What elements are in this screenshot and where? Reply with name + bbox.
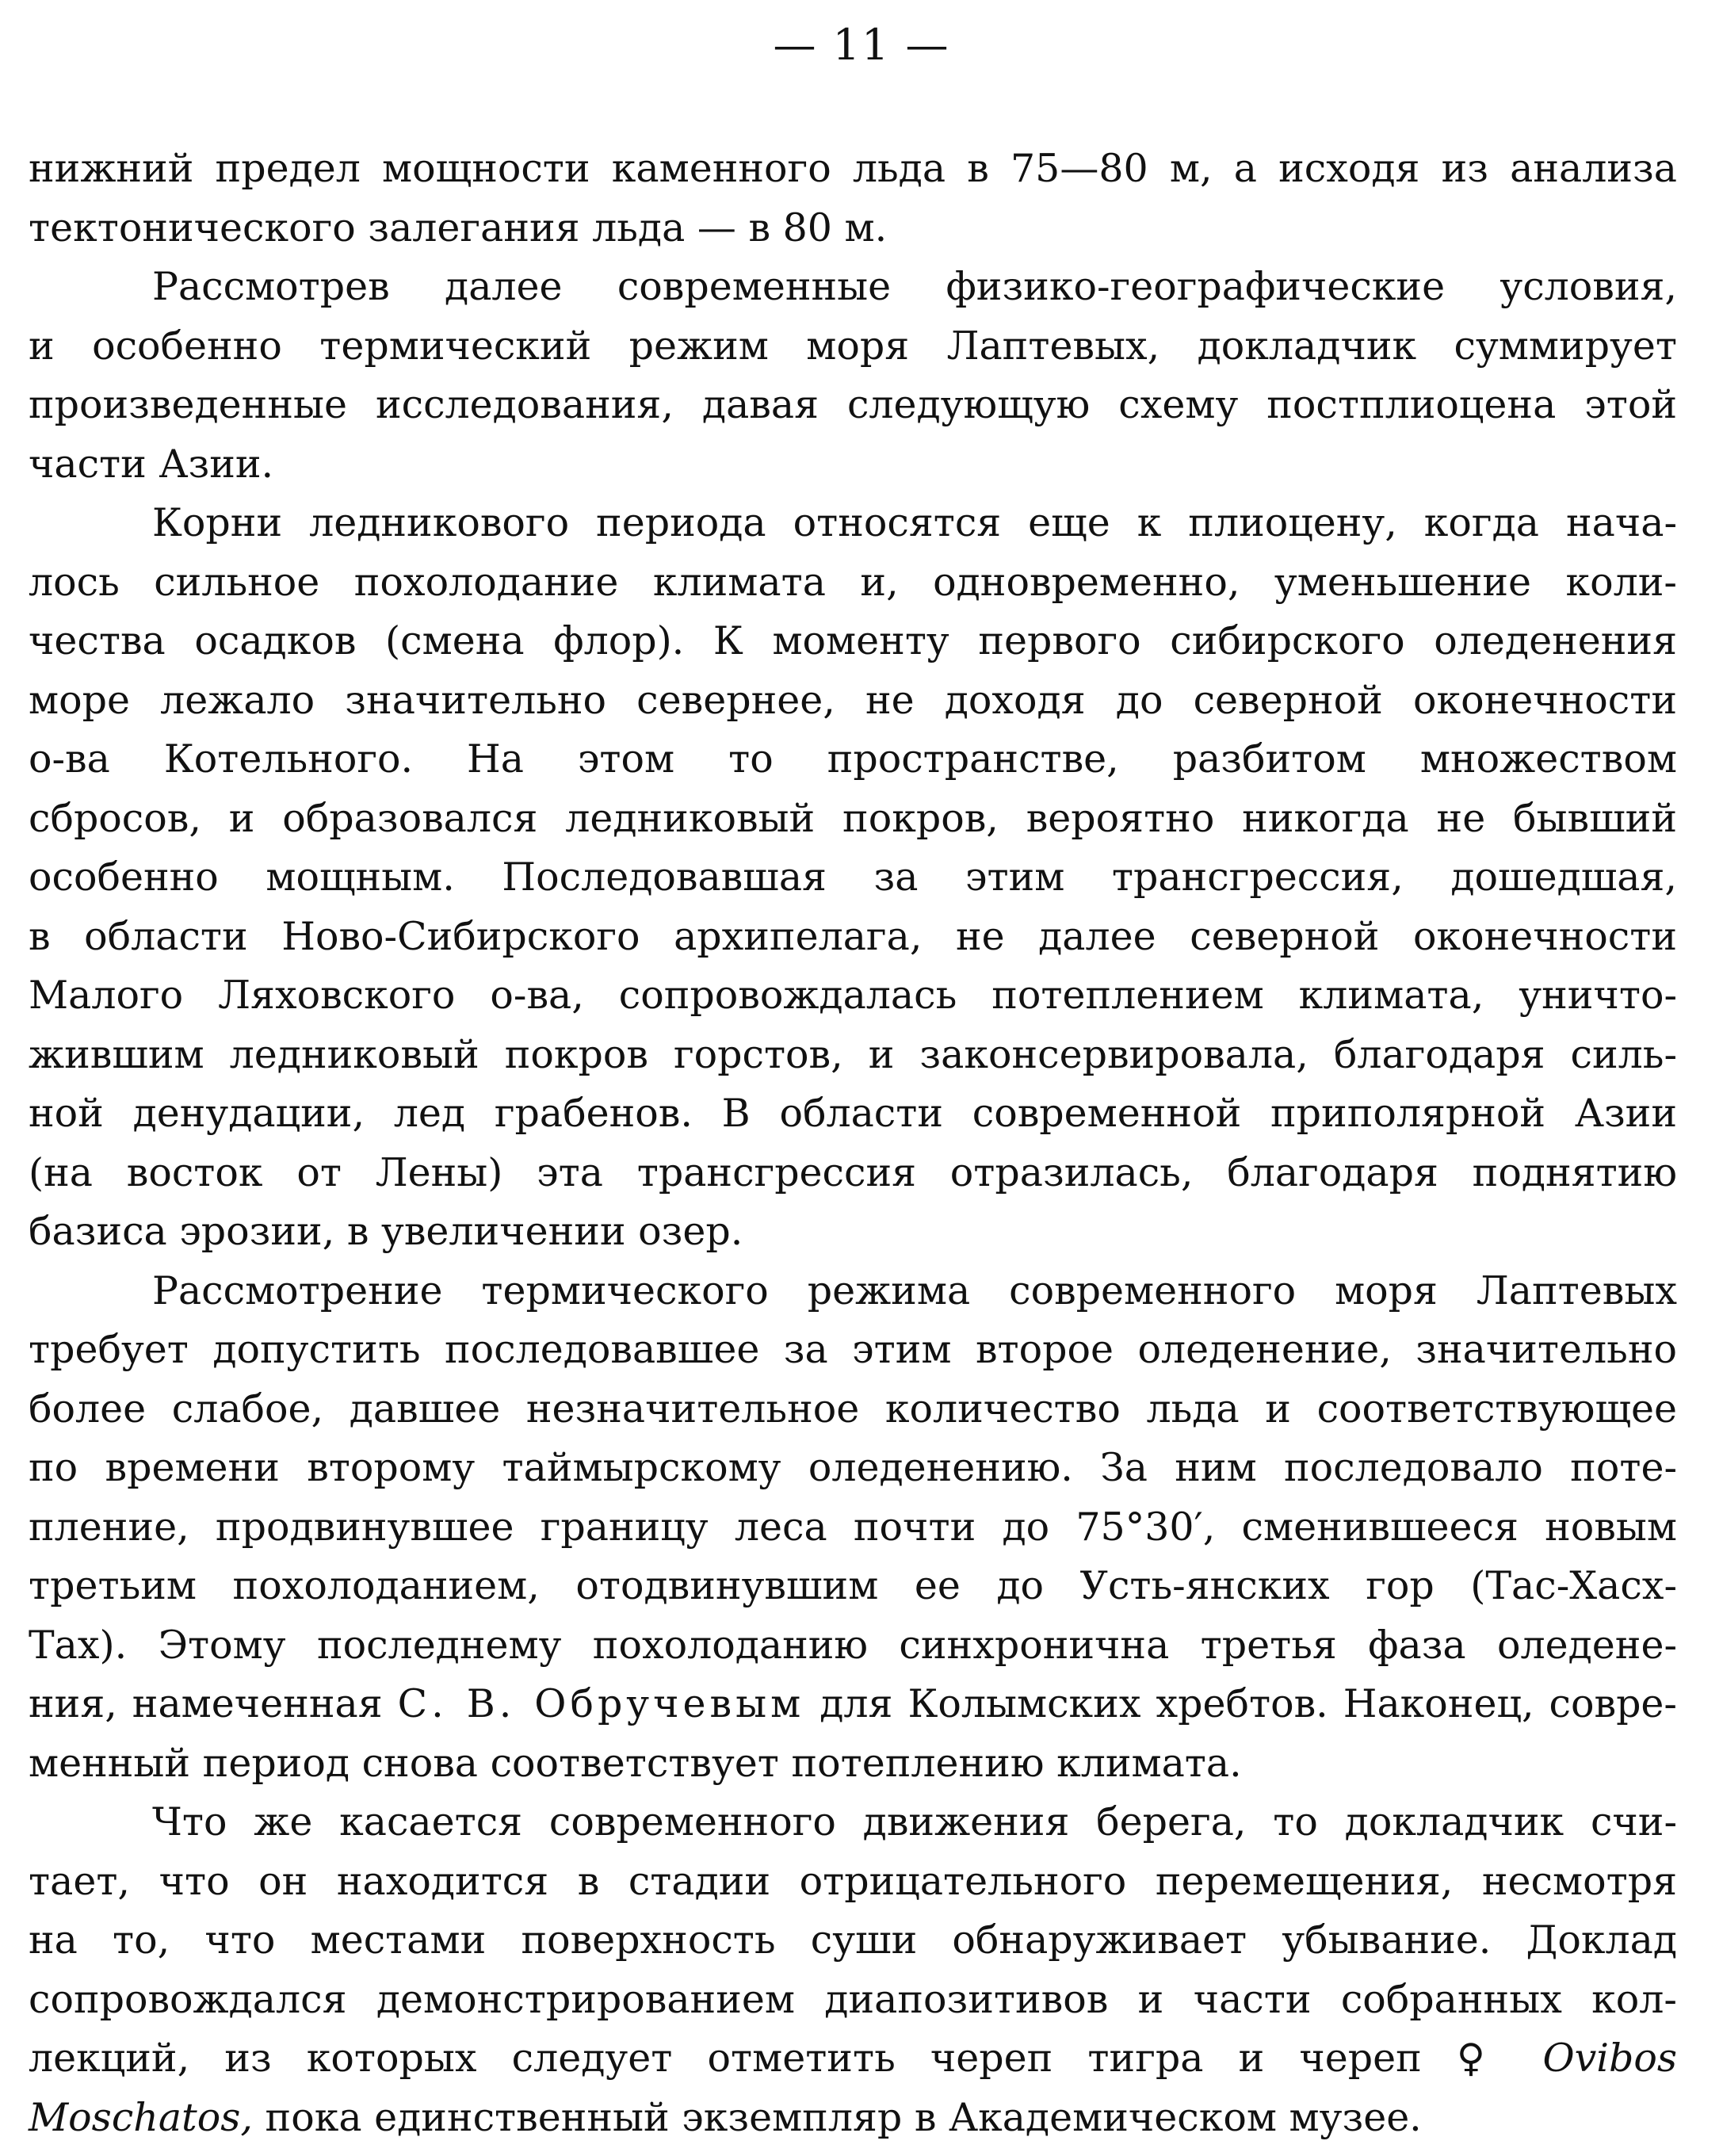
text-line: третьим похолоданием, отодвинувшим ее до Усть-янских гор (Тас-Хасх- — [29, 1563, 1677, 1608]
text-line: и особенно термический режим моря Лаптевых, докладчик суммирует — [29, 323, 1677, 369]
female-symbol-icon: ♀ — [1456, 2036, 1508, 2081]
text-line: ной денудации, лед грабенов. В области современной приполярной Азии — [29, 1091, 1677, 1136]
text-line: пление, продвинувшее границу леса почти до 75°30′, сменившееся новым — [29, 1504, 1677, 1550]
text-line-with-latin — [29, 2029, 1677, 2089]
text-line: части Азии. — [29, 441, 274, 487]
text-line: лось сильное похолодание климата и, одновременно, уменьшение коли- — [29, 559, 1677, 605]
text-line: требует допустить последовавшее за этим второе оледенение, значительно — [29, 1327, 1677, 1372]
latin-term: Moschatos, — [29, 2094, 253, 2140]
text-line: (на восток от Лены) эта трансгрессия отразилась, благодаря поднятию — [29, 1149, 1677, 1195]
text-line: Малого Ляховского о-ва, сопровождалась потеплением климата, уничто- — [29, 973, 1677, 1018]
text-line: более слабое, давшее незначительное количество льда и соответствующее — [29, 1386, 1677, 1432]
text-line: о-ва Котельного. На этом то пространстве, разбитом множеством — [29, 736, 1677, 782]
text-line: чества осадков (смена флор). К моменту первого сибирского оледенения — [29, 618, 1677, 663]
author-name: С. В. Обручевым — [397, 1681, 805, 1726]
text-line: нижний предел мощности каменного льда в 75—80 м, а исходя из анализа — [29, 146, 1677, 191]
text-line-with-name — [29, 1675, 1677, 1734]
paragraph-start-line: Корни ледникового периода относятся еще к плиоцену, когда нача- — [152, 500, 1677, 545]
paragraph-start-line: Рассмотрев далее современные физико-географические условия, — [152, 264, 1677, 309]
body-text — [29, 140, 1677, 2147]
text-line: сбросов, и образовался ледниковый покров, вероятно никогда не бывший — [29, 795, 1677, 841]
text-line: произведенные исследования, давая следующую схему постплиоцена этой — [29, 382, 1677, 427]
latin-term: Ovibos — [1542, 2036, 1677, 2081]
paragraph-start-line: Что же касается современного движения берега, то докладчик счи- — [152, 1799, 1677, 1844]
text-segment: пока единственный экземпляр в Академическом музее. — [252, 2094, 1422, 2140]
text-line-with-latin — [29, 2089, 1677, 2148]
text-line: тает, что он находится в стадии отрицательного перемещения, несмотря — [29, 1858, 1677, 1904]
text-line: в области Ново-Сибирского архипелага, не далее северной оконечности — [29, 913, 1677, 959]
page-number: — 11 — — [773, 20, 950, 70]
text-line: сопровождался демонстрированием диапозитивов и части собранных кол- — [29, 1976, 1677, 2022]
text-line: Тах). Этому последнему похолоданию синхронична третья фаза оледене- — [29, 1622, 1677, 1668]
paragraph-start-line: Рассмотрение термического режима современного моря Лаптевых — [152, 1267, 1677, 1313]
text-segment: для Колымских хребтов. Наконец, совре- — [804, 1681, 1677, 1726]
text-segment: ния, намеченная — [29, 1681, 398, 1726]
text-line: жившим ледниковый покров горстов, и законсервировала, благодаря силь- — [29, 1031, 1677, 1077]
text-line: базиса эрозии, в увеличении озер. — [29, 1209, 743, 1254]
text-line: менный период снова соответствует потеплению климата. — [29, 1740, 1242, 1786]
text-line: особенно мощным. Последовавшая за этим трансгрессия, дошедшая, — [29, 854, 1677, 900]
text-segment: лекций, из которых следует отметить череп тигра и череп — [29, 2036, 1457, 2081]
text-line: море лежало значительно севернее, не доходя до северной оконечности — [29, 677, 1677, 723]
text-line: тектонического залегания льда — в 80 м. — [29, 205, 888, 250]
text-line: по времени второму таймырскому оледенению. За ним последовало поте- — [29, 1445, 1677, 1490]
text-line: на то, что местами поверхность суши обнаруживает убывание. Доклад — [29, 1917, 1677, 1963]
